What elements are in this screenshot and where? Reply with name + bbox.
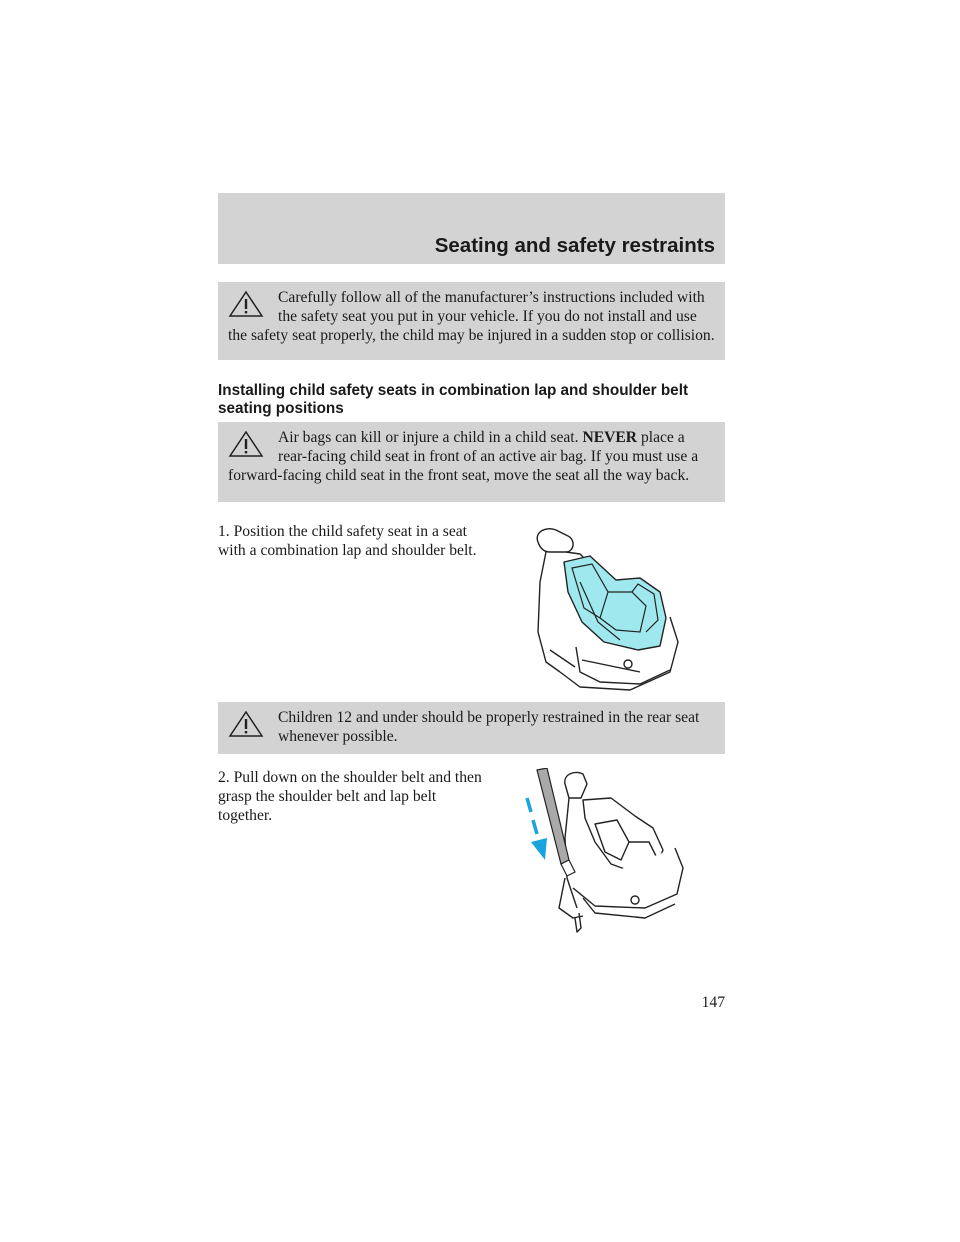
warning-text: Carefully follow all of the manufacturer’s instructions included with the safety seat you put in your vehicle. If you do not install and use the safety seat properly, the child may be injured in a sudden stop or collision. [228, 289, 715, 344]
step-2-text: 2. Pull down on the shoulder belt and then grasp the shoulder belt and lap belt together. [218, 769, 482, 824]
warning-text: Children 12 and under should be properly restrained in the rear seat whenever possible. [278, 709, 700, 745]
warning-box-instructions [218, 282, 725, 360]
page-header [218, 193, 725, 264]
warning-triangle-icon [228, 710, 264, 738]
shoulder-belt-illustration [525, 768, 690, 936]
warning-text-part: place a rear-facing child seat in front of an active air bag. If you must use a forward-facing child seat in the front seat, move the seat all the way back. [228, 429, 699, 484]
warning-box-children [218, 702, 725, 754]
warning-emphasis: NEVER [582, 429, 638, 446]
step-1-text: 1. Position the child safety seat in a seat with a combination lap and shoulder belt. [218, 523, 477, 559]
warning-box-airbag [218, 422, 725, 502]
warning-text [228, 428, 715, 485]
warning-triangle-icon [228, 430, 264, 458]
page-number: 147 [701, 994, 725, 1011]
warning-triangle-icon [228, 290, 264, 318]
section-heading: Installing child safety seats in combination lap and shoulder belt seating positions [218, 382, 689, 417]
warning-text-part: Air bags can kill or injure a child in a child seat. [278, 429, 579, 446]
section-title: Seating and safety restraints [434, 234, 715, 257]
child-seat-illustration [520, 522, 685, 694]
